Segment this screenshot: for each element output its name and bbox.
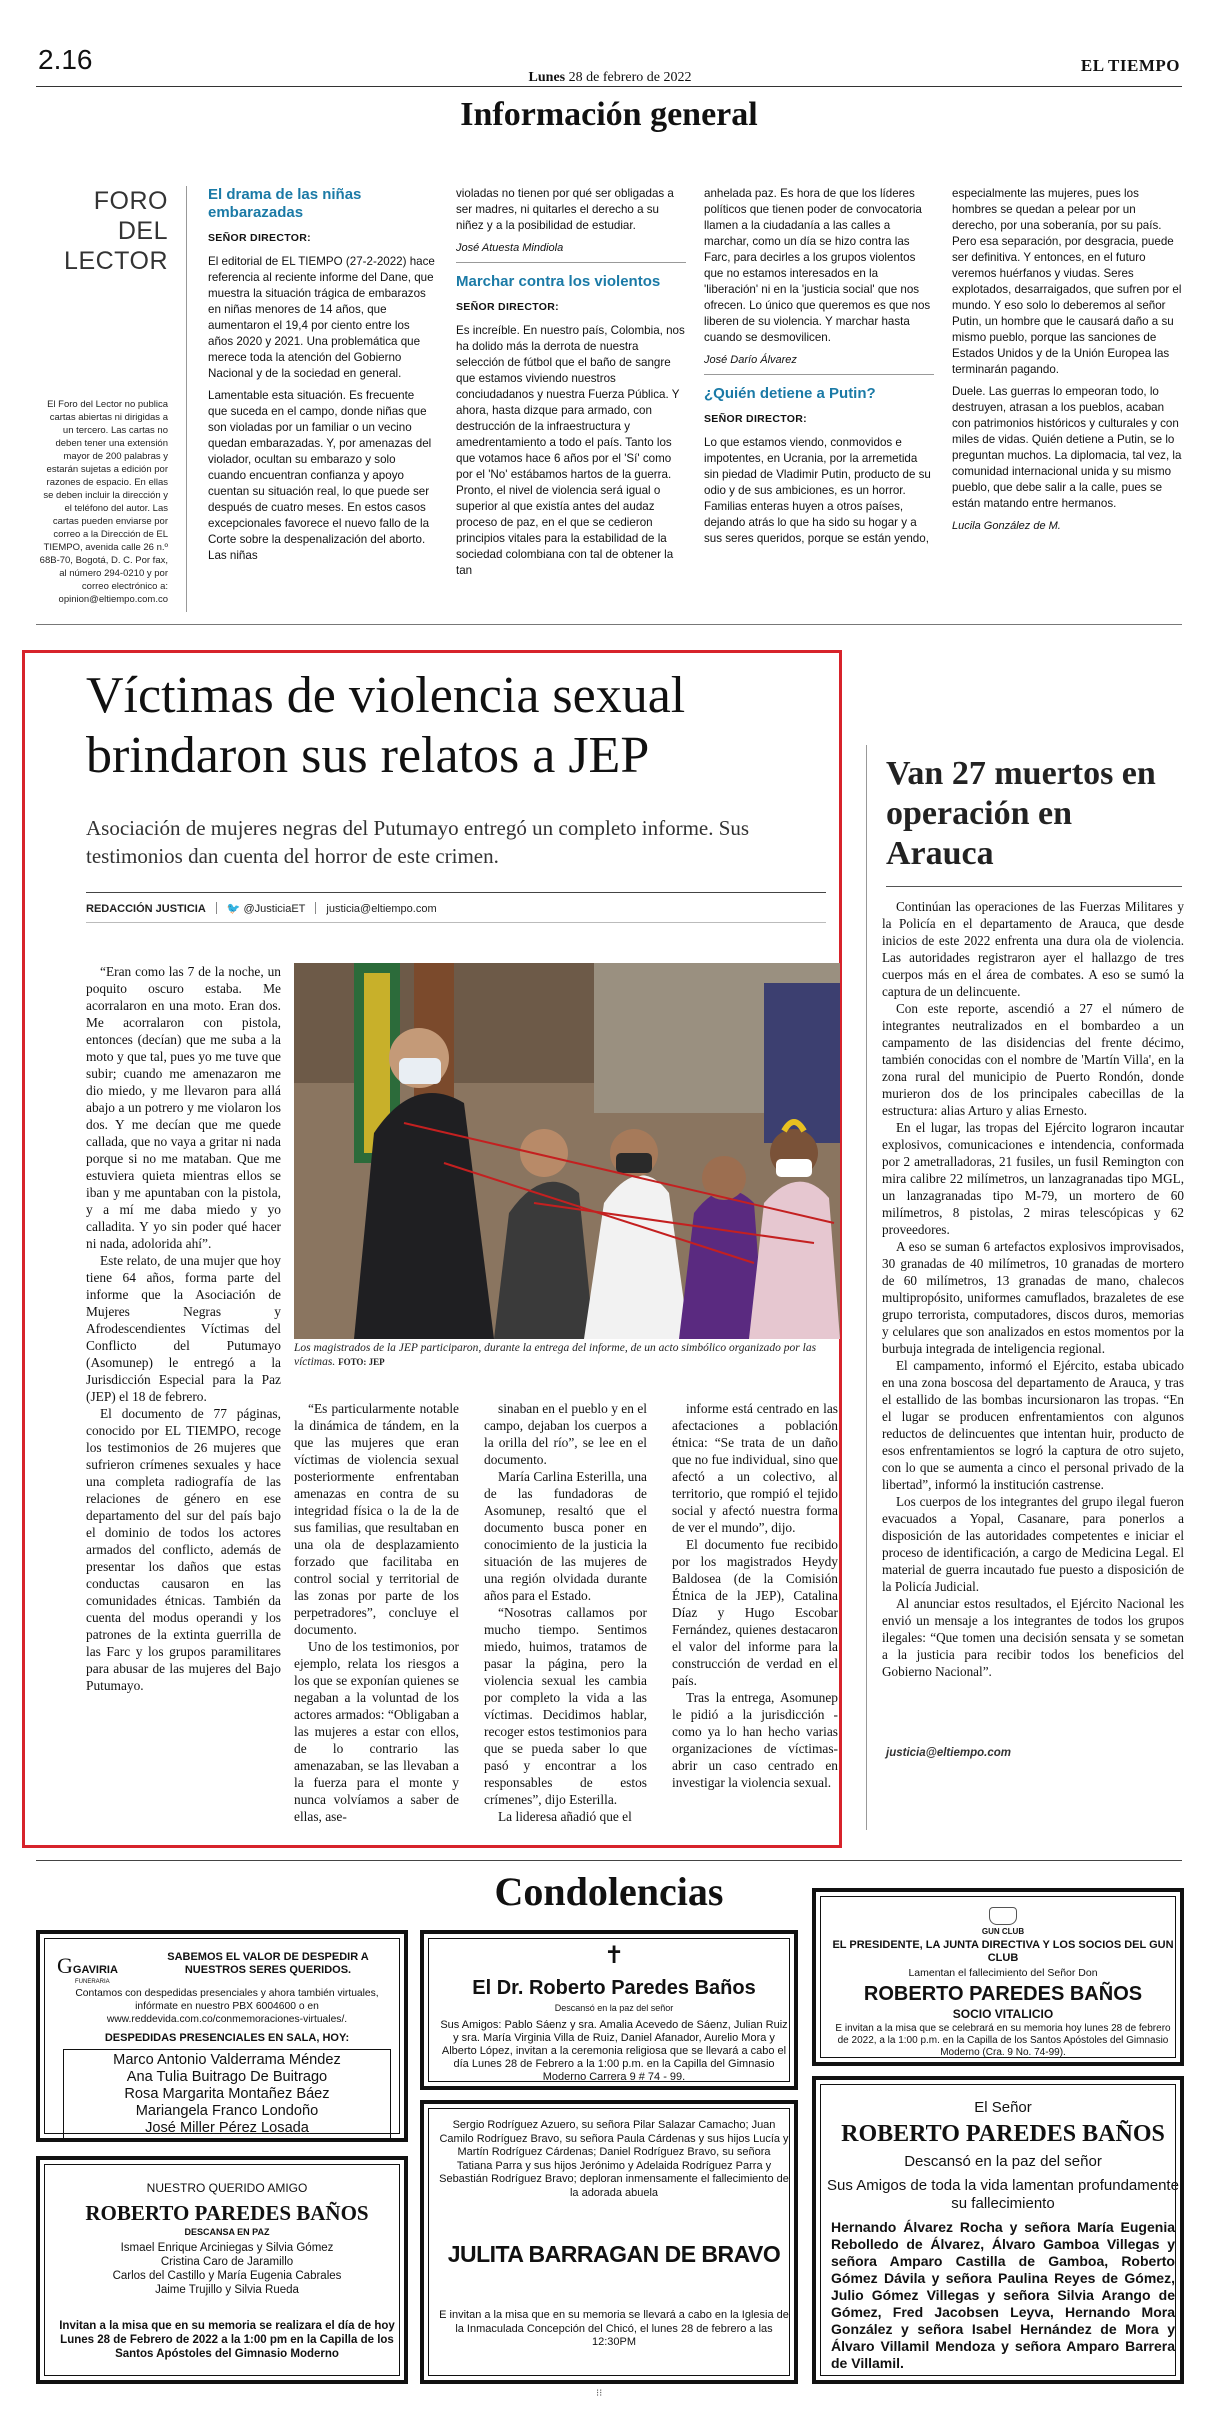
side-article-divider bbox=[866, 745, 867, 1830]
julita-text: Sergio Rodríguez Azuero, su señora Pilar Salazar Camacho; Juan Camilo Rodríguez Bravo, su señora Paula Cárdenas y sus hijos Lucía y Martín Rodríguez Cárdenas; Daniel Rodríguez Bravo, su señora Tatiana Parra y sus hijos Jerónimo y Adelaida Rodríguez Parra y Sebastián Rodríguez Bravo; deploran inmensamente el fallecimiento de la adorada abuela bbox=[439, 2119, 789, 2199]
letters-bottom-divider bbox=[36, 624, 1182, 625]
amigo-dp: DESCANSA EN PAZ bbox=[184, 2227, 270, 2237]
foro-title-line1: FORO DEL bbox=[93, 187, 168, 245]
side-paragraph: Continúan las operaciones de las Fuerzas Militares y la Policía en el departamento de Arauca, que desde inicios de este 2022 enfrenta una dura ola de violencia. Las autoridades registraron ayer el hallazgo de tres cuerpos más en el área de combates. A eso se sumó la captura de un delincuente. bbox=[882, 899, 1184, 999]
gun-club-emblem-icon bbox=[989, 1907, 1017, 1925]
article-paragraph: El documento de 77 páginas, conocido por EL TIEMPO, recoge los testimonios de 26 mujeres que sufrieron crímenes sexuales y hace una completa radiografía de las relaciones de género en ese departamento del sur del país bajo el dominio de todos los actores armados del conflicto, además de presentar los daños que estas conductas causaron en las comunidades étnicas. También da cuenta del modus operandi y los patrones de la extinta guerrilla de las Farc y los grupos paramilitares para abusar de las mujeres del Bajo Putumayo. bbox=[86, 1406, 281, 1693]
letter3-title: ¿Quién detiene a Putin? bbox=[704, 385, 876, 402]
article-paragraph: Tras la entrega, Asomunep le pidió a la jurisdicción -como ya lo han hecho varias organizaciones de víctimas- abrir un caso centrado en investigar la violencia sexual. bbox=[672, 1690, 838, 1790]
gun-club-lamentan: Lamentan el fallecimiento del Señor Don bbox=[908, 1967, 1098, 1979]
list-item: Ismael Enrique Arciniegas y Silvia Gómez bbox=[120, 2242, 334, 2254]
letter3-p3: Duele. Las guerras lo empeoran todo, lo destruyen, atrasan a los pueblos, acaban con patrimonios históricos y culturales y con miles de vidas. Quién detiene a Putin, se lo preguntan muchos. La diplomacia, tal vez, la comunidad internacional unida y su mismo pueblo, que debe salir a la calle, pues se están matando entre hermanos. bbox=[952, 385, 1182, 510]
side-article-headline: Van 27 muertos en operación en Arauca bbox=[886, 755, 1156, 872]
article-photo bbox=[294, 963, 840, 1339]
list-item: Carlos del Castillo y María Eugenia Cabrales bbox=[112, 2270, 342, 2282]
doctor-name: El Dr. Roberto Paredes Baños bbox=[472, 1977, 756, 1999]
ad-nuestro-amigo bbox=[36, 2156, 408, 2384]
letter2-title: Marchar contra los violentos bbox=[456, 273, 661, 290]
article-paragraph: Este relato, de una mujer que hoy tiene 64 años, forma parte del informe que la Asociación de Mujeres Negras y Afrodescendientes Víctimas del Conflicto del Putumayo (Asomunep) le entregó a la Jurisdicción Especial para la Paz (JEP) el 18 de febrero. bbox=[86, 1253, 281, 1404]
photo-credit: FOTO: JEP bbox=[338, 1357, 385, 1367]
ad-inner-border bbox=[428, 2108, 790, 2376]
side-article-body bbox=[882, 898, 1184, 1680]
issue-date bbox=[480, 70, 740, 86]
letter-separator bbox=[704, 374, 934, 375]
letter-column-1 bbox=[208, 186, 436, 570]
letter3-p2: especialmente las mujeres, pues los hombres se quedan a pelear por un derecho, por una soberanía, por su país. Pero esa separación, por desgracia, puede ser definitiva. Y entonces, en el futuro veremos huérfanos y viudas. Seres explotados, desarraigados, que sufren por el mundo. Y eso solo lo deberemos al señor Putin, un hombre que le causará daño a su mismo pueblo, porque las sanciones de Estados Unidos y de la Unión Europea las terminarán pagando. bbox=[952, 187, 1182, 376]
side-paragraph: En el lugar, las tropas del Ejército lograron incautar explosivos, comunicaciones e intendencia, conformada por 2 ametralladoras, 21 fusiles, un fusil Remington con mira calibre 22 milímetros, un lanzagranadas tipo MGL, un lanzagranadas tipo M-79, un mortero de 60 milímetros, 8 pistolas, 2 miras telescópicas y 62 proveedores. bbox=[882, 1120, 1184, 1237]
doctor-dp: Descansó en la paz del señor bbox=[554, 2003, 674, 2013]
senor-dp: Descansó en la paz del señor bbox=[904, 2153, 1102, 2170]
foro-title-line2: LECTOR bbox=[64, 247, 168, 275]
byline-separator bbox=[315, 902, 316, 914]
foro-note: El Foro del Lector no publica cartas abiertas ni dirigidas a un tercero. Las cartas no deben tener una extensión mayor de 200 palabras y estarán sujetas a edición por razones de espacio. En ellas se deben incluir la dirección y el teléfono del autor. Las cartas pueden enviarse por correo a la Dirección de EL TIEMPO, avenida calle 26 n.º 68B-70, Bogotá, D. C. Por fax, al número 294-0210 y por correo electrónico a: opinion@eltiempo.com.co bbox=[39, 399, 168, 605]
article-paragraph: sinaban en el pueblo y en el campo, dejaban los cuerpos a la orilla del río”, se lee en el documento. bbox=[484, 1401, 647, 1467]
gaviria-logo bbox=[57, 1953, 118, 1985]
amigo-misa: Invitan a la misa que en su memoria se realizara el día de hoy Lunes 28 de Febrero de 2022 a la 1:00 pm en la Capilla de los Santos Apóstoles del Gimnasio Moderno bbox=[59, 2320, 395, 2360]
letter-column-2 bbox=[456, 186, 686, 585]
twitter-icon: 🐦 bbox=[226, 903, 241, 915]
ad-gaviria bbox=[36, 1930, 408, 2142]
letter1-p1: El editorial de EL TIEMPO (27-2-2022) hace referencia al reciente informe del Dane, que muestra la situación trágica de embarazos en niñas menores de 14 años, que aumentaron el 19,4 por ciento entre los años 2020 y 2021. Una problemática que merece toda la atención del Gobierno Nacional y de la sociedad en general. bbox=[208, 255, 435, 380]
ad-inner-border bbox=[820, 2084, 1179, 2376]
letter3-signature: Lucila González de M. bbox=[952, 520, 1061, 532]
gaviria-text bbox=[55, 1987, 399, 2045]
ad-el-senor bbox=[812, 2076, 1184, 2384]
julita-name: JULITA BARRAGAN DE BRAVO bbox=[447, 2241, 781, 2267]
letter-column-3 bbox=[704, 186, 934, 553]
article-paragraph: La lideresa añadió que el bbox=[498, 1809, 632, 1824]
byline bbox=[86, 902, 447, 915]
gun-club-logo: GUN CLUB bbox=[981, 1927, 1025, 1936]
letter1-title: El drama de las niñas embarazadas bbox=[208, 186, 362, 221]
list-item: José Miller Pérez Losada bbox=[145, 2120, 309, 2136]
senor-amigos: Sus Amigos de toda la vida lamentan profundamente su fallecimiento bbox=[827, 2177, 1179, 2212]
issue-date-rest: 28 de febrero de 2022 bbox=[568, 70, 692, 85]
condolencias-rule bbox=[36, 1860, 1182, 1861]
main-article-subtitle: Asociación de mujeres negras del Putumayo entregó un completo informe. Sus testimonios dan cuenta del horror de este crimen. bbox=[86, 816, 750, 868]
byline-top-rule bbox=[86, 892, 826, 893]
newspaper-brand: EL TIEMPO bbox=[1080, 56, 1180, 75]
ad-inner-border bbox=[428, 1938, 790, 2082]
letter2-salute: SEÑOR DIRECTOR: bbox=[456, 301, 559, 313]
list-item: Cristina Caro de Jaramillo bbox=[160, 2256, 294, 2268]
ad-gun-club bbox=[812, 1888, 1184, 2066]
foro-divider bbox=[186, 186, 187, 612]
issue-date-weekday: Lunes bbox=[528, 70, 566, 85]
gun-club-header: EL PRESIDENTE, LA JUNTA DIRECTIVA Y LOS SOCIOS DEL GUN CLUB bbox=[832, 1939, 1174, 1964]
foro-title bbox=[40, 186, 168, 276]
ad-julita bbox=[420, 2100, 798, 2384]
article-paragraph: informe está centrado en las afectaciones a población étnica: “Se trata de un daño que no fue individual, sino que afectó a un colectivo, al territorio, que rompió el tejido social y afectó nuestra forma de ver el mundo”, dijo. bbox=[672, 1401, 838, 1535]
side-paragraph: A eso se suman 6 artefactos explosivos improvisados, 30 granadas de 40 milímetros, 10 granadas de mortero de 60 milímetros, 13 granadas de mano, chalecos multipropósito, uniformes camuflados, brazaletes de ese grupo terrorista, computadores, discos duros, memorias y celulares que son analizados en estos momentos por la burbuja integrada de inteligencia regional. bbox=[882, 1239, 1184, 1356]
side-article-email[interactable]: justicia@eltiempo.com bbox=[886, 1747, 1011, 1759]
photo-illustration bbox=[294, 963, 840, 1339]
doctor-text: Sus Amigos: Pablo Sáenz y sra. Amalia Acevedo de Sáenz, Julian Ruiz y sra. María Virginia Villa de Ruiz, Daniel Afanador, Aurelio Mora y Alberto López, invitan a la ceremonia religiosa que se llevará a cabo el día Lunes 28 de Febrero a la 1:00 p.m. en la Capilla del Gimnasio Moderno Carrera 9 # 74 - 99. bbox=[440, 2019, 788, 2083]
list-item: Marco Antonio Valderrama Méndez bbox=[113, 2052, 341, 2068]
letter3-p1: Lo que estamos viendo, conmovidos e impotentes, en Ucrania, por la arremetida sin piedad de Vladimir Putin, producto de su odio y de sus ambiciones, es un horror. Familias enteras huyen a otros países, dejando atrás lo que ha sido su hogar y a sus seres queridos, porque se están yendo, bbox=[704, 436, 931, 545]
list-item: Mariangela Franco Londoño bbox=[135, 2103, 319, 2119]
cross-icon: ✝ bbox=[603, 1942, 625, 1969]
letter2-p2: anhelada paz. Es hora de que los líderes políticos que tienen poder de convocatoria llamen a la ciudadanía a las calles a marchar, como un día se hizo contra las Farc, para decirles a los grupos violentos que no estamos interesados en la 'liberación' ni en la 'justicia social' que nos ofrecen. Lo único que queremos es que nos liberen de su violencia. Y marchar hasta cuando se desmovilicen. bbox=[704, 187, 931, 344]
gun-club-name: ROBERTO PAREDES BAÑOS bbox=[863, 1983, 1143, 2005]
ad-inner-border bbox=[44, 2164, 400, 2376]
byline-bottom-rule bbox=[86, 922, 826, 923]
list-item: Rosa Margarita Montañez Báez bbox=[124, 2086, 330, 2102]
top-divider bbox=[36, 86, 1182, 87]
gaviria-logo-sub: FUNERARIA bbox=[75, 1979, 110, 1985]
gaviria-logo-mark: G bbox=[57, 1953, 73, 1978]
julita-misa: E invitan a la misa que en su memoria se llevará a cabo en la Iglesia de la Inmaculada Concepción del Chicó, el lunes 28 de febrero a las 12:30PM bbox=[439, 2309, 789, 2348]
article-paragraph: María Carlina Esterilla, una de las fundadoras de Asomunep, resaltó que el documento busca poner en conocimiento de la justicia la situación de las mujeres de una región olvidada durante años para el Estado. bbox=[484, 1469, 647, 1603]
section-title: Información general bbox=[460, 96, 758, 133]
article-column-3 bbox=[484, 1400, 647, 1825]
letter1-signature: José Atuesta Mindiola bbox=[456, 242, 564, 254]
page-number: 2.16 bbox=[38, 44, 93, 75]
gaviria-logo-text: GAVIRIA bbox=[72, 1964, 118, 1976]
article-column-2 bbox=[294, 1400, 459, 1825]
amigo-name: ROBERTO PAREDES BAÑOS bbox=[85, 2201, 369, 2225]
letter1-p2: Lamentable esta situación. Es frecuente que suceda en el campo, donde niñas que son violadas por un familiar o un vecino quedan embarazadas. Y, por amenazas del violador, ocultan su embarazo y solo cuando encuentran confianza y apoyo cuentan su situación real, lo que puede ser después de cuatro meses. En estos casos excepcionales favorece el nuevo fallo de la Corte sobre la despenalización del aborto. Las niñas bbox=[208, 389, 432, 562]
list-item: Ana Tulia Buitrago De Buitrago bbox=[126, 2069, 328, 2085]
amigo-header: NUESTRO QUERIDO AMIGO bbox=[146, 2181, 308, 2195]
main-article-headline: Víctimas de violencia sexual brindaron sus relatos a JEP bbox=[86, 667, 686, 784]
side-paragraph: Al anunciar estos resultados, el Ejército Nacional les envió un mensaje a los integrantes de todos los grupos ilegales: “Que tomen una decisión sensata y se sometan a la justicia para recibir todos los beneficios del Gobierno Nacional”. bbox=[882, 1596, 1184, 1679]
gun-club-text: E invitan a la misa que se celebrará en su memoria hoy lunes 28 de febrero de 2022, a la 1:00 p.m. en la Capilla de los Santos Apóstoles del Gimnasio Moderno (Cra. 9 No. 74-99). bbox=[835, 2023, 1171, 2058]
letter-column-4 bbox=[952, 186, 1182, 534]
letter2-p1: Es increíble. En nuestro país, Colombia, nos ha dolido más la derrota de nuestra selección de fútbol que el baño de sangre que estamos viviendo nuestros conciudadanos y nuestra Fuerza Pública. Y ahora, hasta dizque para armado, con destrucción de la infraestructura y amedrentamiento a todo el país. Tanto los que votamos hace 6 años por el 'Sí' como por el 'No' estábamos hartos de la guerra. Pronto, el nivel de violencia será igual o superior al que existía antes del audaz proceso de paz, en el que se cedieron principios vitales para la estabilidad de la sociedad colombiana con tal de obtener la tan bbox=[456, 324, 685, 577]
gaviria-subheading: DESPEDIDAS PRESENCIALES EN SALA, HOY: bbox=[104, 2032, 350, 2044]
gaviria-names bbox=[63, 2049, 391, 2140]
side-paragraph: Los cuerpos de los integrantes del grupo ilegal fueron evacuados a Yopal, Casanare, para ponerlos a disposición de las autoridades competentes e iniciar el proceso de identificación, a cargo de Medicina Legal. El material de guerra incautado fue puesto a disposición de la Policía Judicial. bbox=[882, 1494, 1184, 1594]
letter1-salute: SEÑOR DIRECTOR: bbox=[208, 232, 311, 244]
letter1-p3: violadas no tienen por qué ser obligadas a ser madres, ni quitarles el derecho a su niñez y a la posibilidad de estudiar. bbox=[456, 187, 674, 232]
gaviria-description: Contamos con despedidas presenciales y ahora también virtuales, infórmate en nuestro PBX 6004600 o en www.reddevida.com.co/conmemoraciones-virtuales/. bbox=[75, 1988, 379, 2025]
letter3-salute: SEÑOR DIRECTOR: bbox=[704, 413, 807, 425]
senor-el: El Señor bbox=[974, 2099, 1032, 2116]
ad-inner-border bbox=[820, 1896, 1176, 2058]
condolencias-title: Condolencias bbox=[494, 1869, 724, 1914]
article-paragraph: El documento fue recibido por los magistrados Heydy Baldosea (de la Comisión Étnica de la JEP), Catalina Díaz y Hugo Escobar Fernández, quienes destacaron el valor del informe para la construcción de verdad en el país. bbox=[672, 1537, 838, 1688]
article-column-4 bbox=[672, 1400, 838, 1791]
footer-mark: ⁝⁝ bbox=[596, 2388, 603, 2399]
article-paragraph: Uno de los testimonios, por ejemplo, relata los riesgos a los que se exponían quienes se negaban a la voluntad de los actores armados: “Obligaban a las mujeres a estar con ellos, de lo contrario las amenazaban, se las llevaban a la fuerza para el monte y nunca volvíamos a saber de ellas, ase- bbox=[294, 1639, 459, 1824]
ad-inner-border bbox=[44, 1938, 400, 2134]
side-article-rule bbox=[886, 886, 1182, 887]
letter-separator bbox=[456, 262, 686, 263]
side-paragraph: El campamento, informó el Ejército, estaba ubicado en una zona boscosa del departamento de Arauca, y tras el estallido de las bombas incursionaron las tropas. “En el lugar se producen enfrentamientos con algunos reductos de delincuentes que intentan huir, producto de esos enfrentamientos se logró la captura de otro sujeto, con lo que se aumenta a cinco el personal privado de la libertad”, informó la institución castrense. bbox=[882, 1358, 1184, 1492]
byline-author: REDACCIÓN JUSTICIA bbox=[86, 903, 206, 915]
byline-separator bbox=[216, 902, 217, 914]
side-paragraph: Con este reporte, ascendió a 27 el número de integrantes neutralizados en el bombardeo a un campamento de las disidencias del frente décimo, también conocidas con el nombre de 'Martín Villa', en la zona rural del municipio de Puerto Rondón, donde murieron dos de los principales cabecillas de la estructura: alias Arturo y alias Ernesto. bbox=[882, 1001, 1184, 1118]
article-paragraph: “Es particularmente notable la dinámica de tándem, en la que las mujeres que eran víctimas de violencia sexual posteriormente enfrentaban amenazas en contra de su integridad física o la de la de sus familias, que resultaban en una ola de desplazamiento forzado que facilitaba en control social y territorial de las zonas por parte de los perpetradores”, concluye el documento. bbox=[294, 1401, 459, 1637]
amigo-list bbox=[45, 2241, 409, 2297]
senor-list: Hernando Álvarez Rocha y señora María Eugenia Rebolledo de Álvarez, Álvaro Gamboa Villegas y señora Amparo Castilla de Gamboa, Roberto Gómez Dávila y señora Paulina Reyes de Gómez, Julio Gómez Villegas y señora Silvia Arango de Gómez, Fred Jacobsen Leyva, Hernando Mora González y señora Isabel Hernández de Mora y Álvaro Villamil Mendoza y señora Amparo Barrera de Villamil. bbox=[831, 2219, 1175, 2371]
senor-name: ROBERTO PAREDES BAÑOS bbox=[841, 2121, 1165, 2147]
article-paragraph: “Nosotras callamos por mucho tiempo. Sentimos miedo, huimos, tratamos de pasar la página, pero la violencia sexual les cambia por completo la vida a las víctimas. Decidimos hablar, recoger estos testimonios para que se pueda saber lo que pasó y encontrar a los responsables de estos crímenes”, dijo Esterilla. bbox=[484, 1605, 647, 1807]
photo-caption bbox=[294, 1341, 840, 1369]
article-paragraph: “Eran como las 7 de la noche, un poquito oscuro estaba. Me acorralaron en una moto. Eran dos. Me acorralaron con pistola, entonces (decían) que me suba a la moto y que tal, pues yo me tuve que subir; cuando me amenazaron me dio miedo, y me llevaron para allá abajo a un potrero y me violaron los dos. Y me decían que me quede callada, que no vaya a gritar ni nada porque si no me mataban. Que me estuviera quieta mientras ellos se iban y me apuntaban con la pistola, y a mí me daba miedo y yo calladita. Y yo sin poder qué hacer ni nada, adolorida ahí”. bbox=[86, 964, 281, 1251]
byline-twitter[interactable]: @JusticiaET bbox=[243, 903, 306, 915]
ad-dr-paredes bbox=[420, 1930, 798, 2090]
byline-email[interactable]: justicia@eltiempo.com bbox=[326, 903, 437, 915]
photo-caption-text: Los magistrados de la JEP participaron, durante la entrega del informe, de un acto simbólico organizado por las víctimas. bbox=[294, 1342, 817, 1368]
list-item: Jaime Trujillo y Silvia Rueda bbox=[155, 2284, 299, 2296]
gun-club-socio: SOCIO VITALICIO bbox=[952, 2007, 1054, 2021]
letter2-signature: José Darío Álvarez bbox=[704, 354, 797, 366]
gaviria-headline: SABEMOS EL VALOR DE DESPEDIR A NUESTROS SERES QUERIDOS. bbox=[167, 1951, 369, 1976]
article-column-1 bbox=[86, 963, 281, 1694]
